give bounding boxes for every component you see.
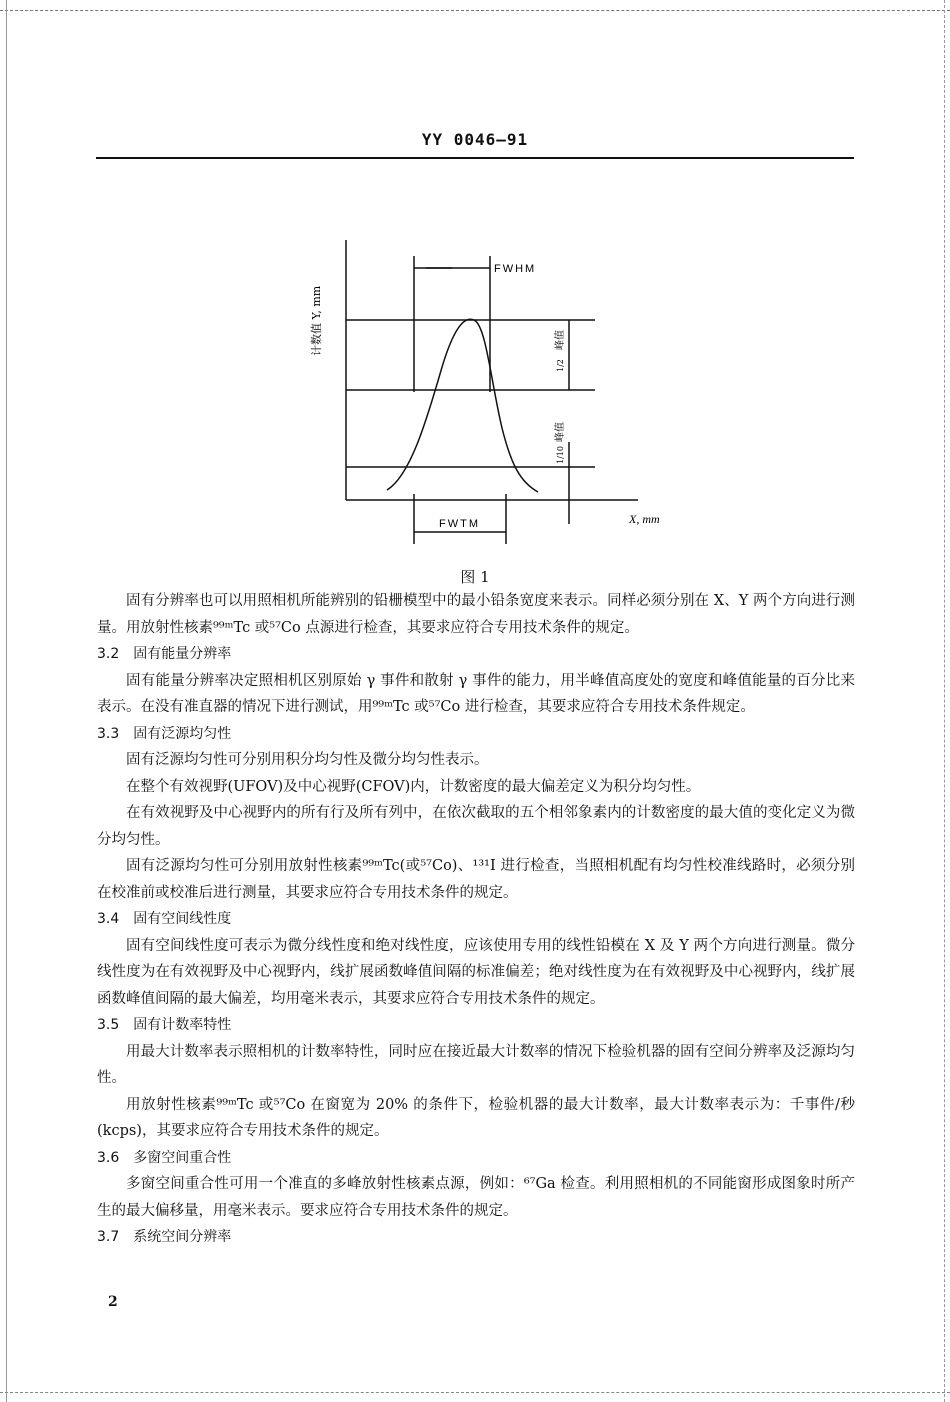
tenth-max-word: 峰值 [555,422,566,442]
peak-curve [387,319,538,492]
fwhm-label: FWHM [494,263,537,275]
figure-1-diagram [290,232,690,552]
paragraph-3-3-b: 在整个有效视野(UFOV)及中心视野(CFOV)内，计数密度的最大偏差定义为积分均匀性。 [126,778,701,795]
header-rule [96,157,854,159]
paragraph-3-3-a: 固有泛源均匀性可分别用积分均匀性及微分均匀性表示。 [126,752,489,768]
page-border-right [944,0,945,1402]
standard-code-header: YY 0046—91 [421,130,529,149]
fwtm-label: FWTM [439,518,480,530]
figure-caption: 图 1 [460,568,490,586]
tenth-max-fraction: 1/10 [556,446,565,464]
section-3-5-heading: 3.5 固有计数率特性 [97,1017,232,1033]
page-border-bottom [0,1392,950,1393]
body-text [97,588,855,1251]
section-3-2-heading: 3.2 固有能量分辨率 [97,646,232,662]
section-3-4-heading: 3.4 固有空间线性度 [97,911,232,927]
x-axis-label: X, mm [629,512,660,526]
paragraph-3-2: 固有能量分辨率决定照相机区别原始 γ 事件和散射 γ 事件的能力，用半峰值高度处的宽度和峰值能量的百分比来表示。在没有准直器的情况下进行测试，用⁹⁹ᵐTc 或⁵⁷Co 进行检查，其要求应符合专用技术条件规定。 [97,672,855,715]
section-3-7-heading: 3.7 系统空间分辨率 [97,1229,232,1245]
paragraph-resolution: 固有分辨率也可以用照相机所能辨别的铅栅模型中的最小铅条宽度来表示。同样必须分别在 X、Y 两个方向进行测量。用放射性核素⁹⁹ᵐTc 或⁵⁷Co 点源进行检查，其要求应符合专用技术条件的规定。 [97,593,855,636]
page-number: 2 [108,1294,118,1310]
half-max-fraction: 1/2 [556,359,565,372]
paragraph-3-6: 多窗空间重合性可用一个准直的多峰放射性核素点源，例如：⁶⁷Ga 检查。利用照相机的不同能窗形成图象时所产生的最大偏移量，用毫米表示。要求应符合专用技术条件的规定。 [97,1176,855,1219]
y-axis-label: 计数值 Y, mm [310,285,323,356]
page-border-left [6,0,7,1402]
paragraph-3-5-b: 用放射性核素⁹⁹ᵐTc 或⁵⁷Co 在窗宽为 20% 的条件下，检验机器的最大计数率，最大计数率表示为：千事件/秒(kcps)，其要求应符合专用技术条件的规定。 [97,1096,855,1139]
paragraph-3-3-c: 在有效视野及中心视野内的所有行及所有列中，在依次截取的五个相邻象素内的计数密度的最大值的变化定义为微分均匀性。 [97,805,855,848]
half-max-word: 峰值 [555,330,566,350]
paragraph-3-4: 固有空间线性度可表示为微分线性度和绝对线性度，应该使用专用的线性铅模在 X 及 Y 两个方向进行测量。微分线性度为在有效视野及中心视野内，线扩展函数峰值间隔的标准偏差；绝对线性度为在有效视野及中心视野内，线扩展函数峰值间隔的最大偏差，均用毫米表示，其要求应符合专用技术条件的规定。 [97,937,855,1007]
section-3-6-heading: 3.6 多窗空间重合性 [97,1149,232,1166]
paragraph-3-5-a: 用最大计数率表示照相机的计数率特性，同时应在接近最大计数率的情况下检验机器的固有空间分辨率及泛源均匀性。 [97,1043,855,1086]
page-border-top [0,10,950,11]
paragraph-3-3-d: 固有泛源均匀性可分别用放射性核素⁹⁹ᵐTc(或⁵⁷Co)、¹³¹I 进行检查，当照相机配有均匀性校准线路时，必须分别在校准前或校准后进行测量，其要求应符合专用技术条件的规定。 [97,858,855,901]
section-3-3-heading: 3.3 固有泛源均匀性 [97,725,232,742]
